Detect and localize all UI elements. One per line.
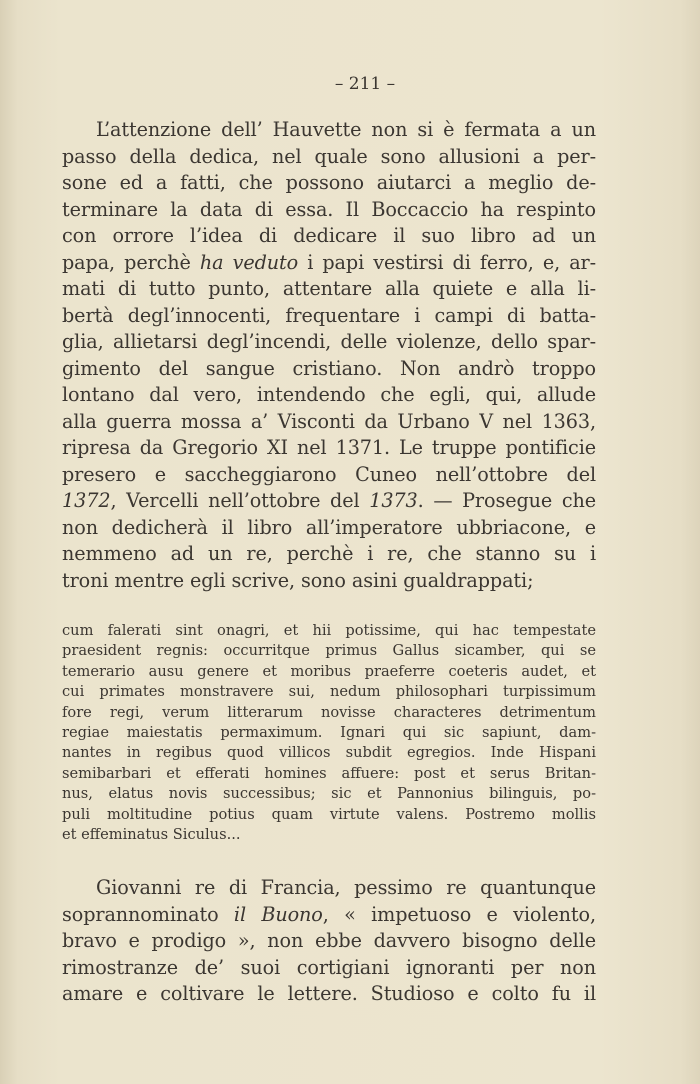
text-line: [62, 764, 596, 784]
text-line: [62, 723, 596, 743]
text-segment: nemmeno ad un re, perchè i re, che stanno su i: [62, 542, 596, 565]
italic-text: ha veduto: [199, 250, 299, 274]
text-segment: nantes in regibus quod villicos subdit egregios. Inde Hispani: [62, 744, 596, 762]
text-segment: rimostranze de’ suoi cortigiani ignoranti per non: [62, 955, 596, 979]
paragraph-2: [62, 875, 596, 1008]
text-segment: L’attenzione dell’ Hauvette non si è fermata a un: [96, 118, 596, 141]
text-line: [62, 805, 596, 825]
text-segment: soprannominato: [62, 902, 234, 926]
text-segment: presero e saccheggiarono Cuneo nell’ottobre del: [62, 462, 596, 486]
italic-text: 1373: [369, 489, 418, 512]
italic-text: il Buono: [233, 902, 323, 926]
text-segment: lontano dal vero, intendendo che egli, qui, allude: [62, 383, 596, 406]
text-line: [62, 784, 596, 804]
text-line: [62, 409, 596, 436]
text-segment: con orrore l’idea di dedicare il suo libro ad un: [62, 224, 596, 247]
text-line: [62, 743, 596, 763]
text-line: [62, 928, 596, 955]
text-segment: alla guerra mossa a’ Visconti da Urbano V nel 1363,: [62, 409, 596, 433]
text-segment: sone ed a fatti, che possono aiutarci a meglio de-: [62, 171, 596, 194]
text-line: [62, 170, 596, 197]
text-line: [62, 825, 596, 845]
text-segment: puli moltitudine potius quam virtute valens. Postremo mollis: [62, 805, 596, 823]
text-segment: amare e coltivare le lettere. Studioso e colto fu il: [62, 982, 596, 1005]
text-segment: cum falerati sint onagri, et hii potissime, qui hac tempestate: [62, 622, 596, 639]
text-line: [62, 303, 596, 330]
text-line: [62, 568, 596, 595]
text-segment: passo della dedica, nel quale sono allusioni a per-: [62, 144, 596, 168]
text-segment: Giovanni re di Francia, pessimo re quantunque: [96, 876, 596, 899]
text-line: [62, 117, 596, 144]
text-segment: cui primates monstravere sui, nedum philosophari turpissimum: [62, 683, 596, 701]
text-segment: et effeminatus Siculus...: [62, 826, 241, 844]
text-segment: bertà degl’innocenti, frequentare i campi di batta-: [62, 303, 596, 327]
text-segment: papa, perchè: [62, 250, 200, 274]
latin-quote: [62, 621, 596, 845]
text-segment: gimento del sangue cristiano. Non andrò troppo: [62, 356, 596, 380]
text-line: [62, 329, 596, 356]
text-segment: bravo e prodigo », non ebbe davvero bisogno delle: [62, 929, 596, 952]
text-segment: praesident regnis: occurritque primus Gallus sicamber, qui se: [62, 642, 596, 660]
text-segment: terminare la data di essa. Il Boccaccio ha respinto: [62, 197, 596, 221]
text-line: [62, 875, 596, 902]
page-number: – 211 –: [334, 74, 396, 94]
text-segment: i papi vestirsi di ferro, e, ar-: [298, 250, 596, 274]
text-line: [62, 682, 596, 702]
text-segment: temerario ausu genere et moribus praeferre coeteris audet, et: [62, 662, 596, 680]
text-line: [62, 144, 596, 171]
text-line: [62, 955, 596, 982]
text-line: [62, 250, 596, 277]
text-line: [62, 662, 596, 682]
text-segment: , Vercelli nell’ottobre del: [110, 489, 370, 512]
text-line: [62, 223, 596, 250]
text-line: [62, 356, 596, 383]
text-segment: regiae maiestatis permaximum. Ignari qui sic sapiunt, dam-: [62, 724, 596, 742]
text-line: [62, 276, 596, 303]
text-segment: troni mentre egli scrive, sono asini gualdrappati;: [62, 568, 534, 592]
text-segment: , « impetuoso e violento,: [322, 902, 596, 926]
text-segment: mati di tutto punto, attentare alla quiete e alla li-: [62, 277, 596, 300]
text-line: [62, 621, 596, 641]
text-line: [62, 488, 596, 515]
text-segment: ripresa da Gregorio XI nel 1371. Le truppe pontificie: [62, 436, 596, 459]
text-segment: fore regi, verum litterarum novisse characteres detrimentum: [62, 703, 596, 721]
text-segment: semibarbari et efferati homines affuere: post et serus Britan-: [62, 764, 596, 782]
text-segment: glia, allietarsi degl’incendi, delle violenze, dello spar-: [62, 330, 596, 353]
text-line: [62, 462, 596, 489]
text-line: [62, 902, 596, 929]
text-line: [62, 197, 596, 224]
text-line: [62, 641, 596, 661]
text-line: [62, 541, 596, 568]
text-segment: . — Prosegue che: [417, 489, 596, 512]
text-line: [62, 515, 596, 542]
italic-text: 1372: [62, 489, 111, 512]
text-line: [62, 382, 596, 409]
paragraph-1: [62, 117, 596, 594]
text-segment: nus, elatus novis successibus; sic et Pannonius bilinguis, po-: [62, 785, 596, 803]
text-line: [62, 703, 596, 723]
text-line: [62, 981, 596, 1008]
text-segment: non dedicherà il libro all’imperatore ubbriacone, e: [62, 515, 596, 539]
text-line: [62, 435, 596, 462]
